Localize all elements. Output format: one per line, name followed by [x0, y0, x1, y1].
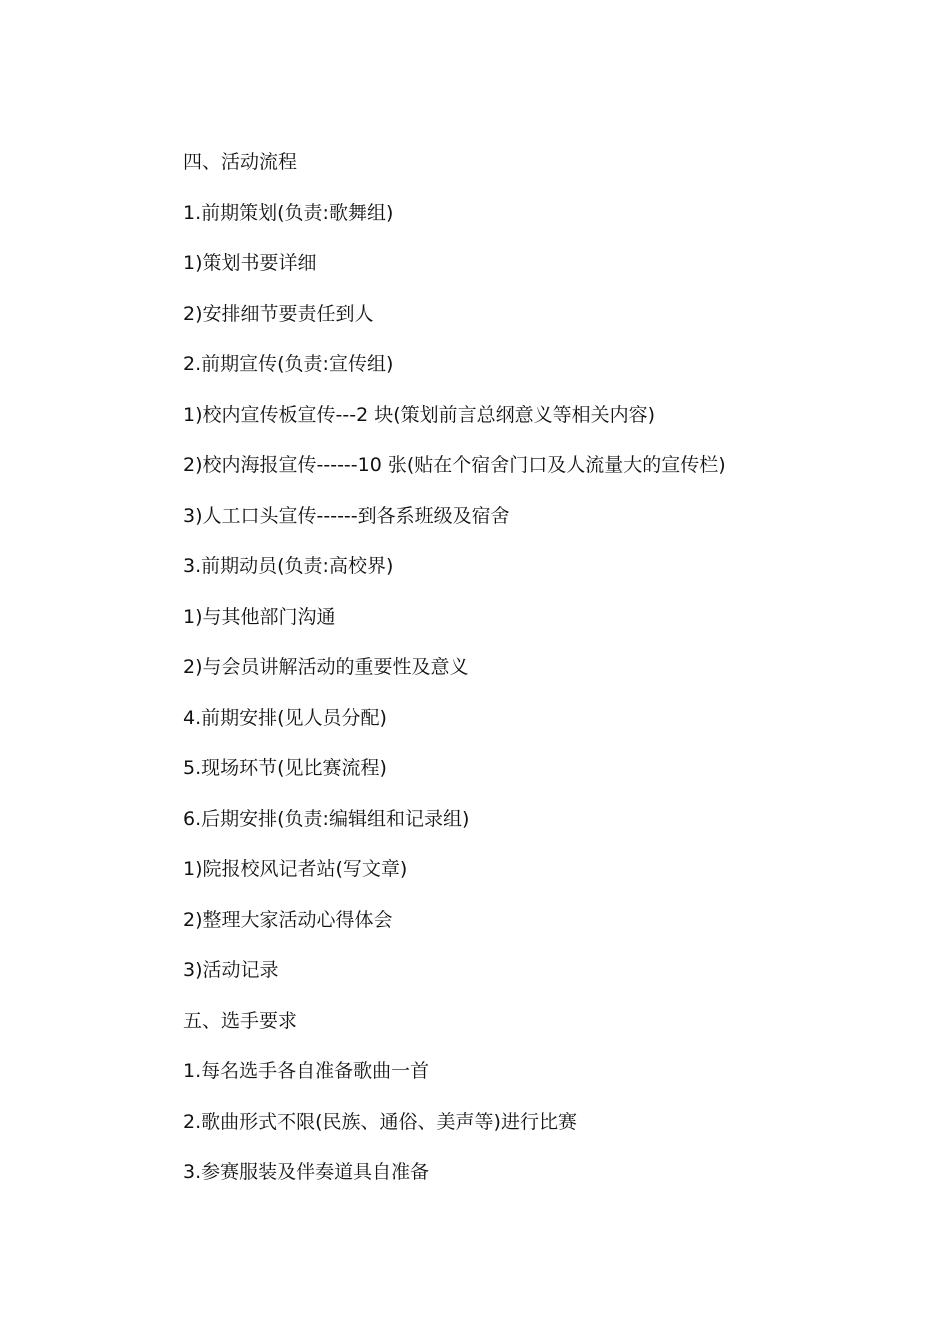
- item-on-site: 5.现场环节(见比赛流程): [183, 757, 387, 779]
- subitem-other-departments: 1)与其他部门沟通: [183, 605, 336, 628]
- section-heading-activity-process: 四、活动流程: [183, 151, 298, 173]
- subitem-press-station: 1)院报校风记者站(写文章): [183, 858, 408, 880]
- item-early-mobilization: 3.前期动员(负责:高校界): [183, 555, 394, 577]
- subitem-activity-record: 3)活动记录: [183, 959, 279, 981]
- subitem-campus-posters: 2)校内海报宣传------10 张(贴在个宿舍门口及人流量大的宣传栏): [183, 454, 726, 476]
- document-body: [183, 147, 903, 1208]
- item-early-publicity: 2.前期宣传(负责:宣传组): [183, 353, 394, 375]
- subitem-word-of-mouth: 3)人工口头宣传------到各系班级及宿舍: [183, 504, 510, 527]
- requirement-song-style: 2.歌曲形式不限(民族、通俗、美声等)进行比赛: [183, 1110, 577, 1133]
- subitem-campus-board: 1)校内宣传板宣传---2 块(策划前言总纲意义等相关内容): [183, 403, 656, 426]
- item-early-planning: 1.前期策划(负责:歌舞组): [183, 201, 394, 224]
- item-early-arrangement: 4.前期安排(见人员分配): [183, 706, 387, 729]
- subitem-experience-summary: 2)整理大家活动心得体会: [183, 908, 393, 931]
- requirement-costume-props: 3.参赛服装及伴奏道具自准备: [183, 1161, 430, 1183]
- subitem-explain-to-members: 2)与会员讲解活动的重要性及意义: [183, 656, 469, 678]
- item-post-arrangement: 6.后期安排(负责:编辑组和记录组): [183, 807, 470, 830]
- subitem-plan-detailed: 1)策划书要详细: [183, 252, 317, 274]
- subitem-assign-responsibility: 2)安排细节要责任到人: [183, 302, 374, 325]
- requirement-one-song: 1.每名选手各自准备歌曲一首: [183, 1060, 430, 1082]
- section-heading-contestant-requirements: 五、选手要求: [183, 1009, 298, 1032]
